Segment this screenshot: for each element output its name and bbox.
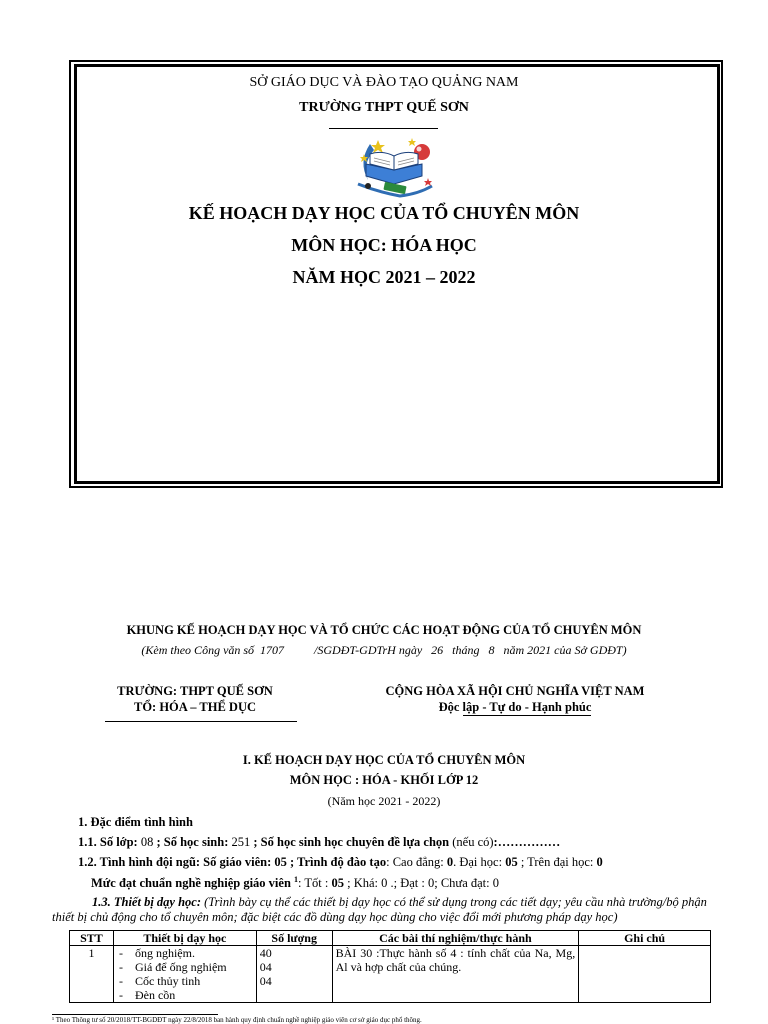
motto-underlined: lập - Tự do - Hạnh phúc [462, 700, 592, 714]
school-label: TRƯỜNG: THPT QUẾ SƠN [117, 684, 273, 698]
team-label: TỔ: HÓA – THỂ DỤC [133, 700, 256, 714]
quantity-value: 04 [259, 974, 272, 988]
training-text-postgrad: ; Trên đại học: [517, 855, 597, 869]
section-subject: MÔN HỌC : HÓA - KHỐI LỚP 12 [289, 773, 479, 787]
students-value: 251 [228, 835, 254, 849]
header-quantity: Số lượng [256, 931, 332, 946]
college-value: 0 [446, 855, 454, 869]
equipment-table [69, 930, 711, 1003]
row-equipment [113, 946, 256, 1003]
list-item: - Đèn cồn [117, 988, 253, 1002]
university-value: 05 [505, 855, 518, 869]
training-label: ; Trình độ đào tạo [286, 855, 387, 869]
cover-subject: MÔN HỌC: HÓA HỌC [291, 235, 477, 255]
open-book-logo-icon [348, 134, 440, 200]
elective-label: ; Số học sinh học chuyên đề lựa chọn [253, 835, 450, 849]
table-row [70, 946, 711, 1003]
cover-school-name: TRƯỜNG THPT QUẾ SƠN [299, 100, 469, 115]
situation-heading: 1. Đặc điểm tình hình [78, 815, 193, 829]
students-label: ; Số học sinh: [153, 835, 229, 849]
row-stt: 1 [70, 946, 114, 1003]
staff-label: 1.2. Tình hình đội ngũ: Số giáo viên: [78, 855, 275, 869]
training-text-college: : Cao đẳng: [386, 855, 447, 869]
postgrad-value: 0 [596, 855, 603, 869]
quantity-value: 04 [259, 960, 272, 974]
elective-note: (nếu có) [449, 835, 494, 849]
footnote-text: ¹ Theo Thông tư số 20/2018/TT-BGDĐT ngày 22/8/2018 ban hành quy định chuẩn nghề nghiệp giáo viên cơ sở giáo dục phổ thông. [52, 1016, 422, 1024]
equipment-label: 1.3. Thiết bị dạy học: [92, 895, 202, 909]
cover-school-year: NĂM HỌC 2021 – 2022 [292, 267, 476, 287]
frame-title: KHUNG KẾ HOẠCH DẠY HỌC VÀ TỔ CHỨC CÁC HOẠT ĐỘNG CỦA TỔ CHUYÊN MÔN [126, 623, 642, 637]
header-notes: Ghi chú [579, 931, 711, 946]
footnote-divider [52, 1014, 218, 1015]
standard-label: Mức đạt chuẩn nghề nghiệp giáo viên [91, 876, 295, 891]
staff-value: 05 [274, 855, 287, 869]
national-heading [360, 683, 670, 715]
list-item: - ống nghiệm. [117, 946, 253, 960]
section-title: I. KẾ HOẠCH DẠY HỌC CỦA TỔ CHUYÊN MÔN [242, 753, 526, 767]
footnote-ref: 1 [294, 875, 299, 884]
equipment-note: (Trình bày cụ thể các thiết bị dạy học có thể sử dụng trong các tiết dạy; yêu cầu nhà trường/bộ phận thiết bị chủ động cho tổ chuyên môn; đặc biệt các đồ dùng dạy học dùng cho việc đổi mới phương pháp dạy học) [52, 895, 707, 924]
header-experiments: Các bài thí nghiệm/thực hành [332, 931, 579, 946]
republic-title: CỘNG HÒA XÃ HỘI CHỦ NGHĨA VIỆT NAM [385, 684, 645, 698]
row-note [579, 946, 711, 1003]
row-experiment: BÀI 30 :Thực hành số 4 : tính chất của Na, Mg, Al và hợp chất của chúng. [332, 946, 579, 1003]
training-text-university: . Đại học: [453, 855, 506, 869]
motto-prefix: Độc [438, 700, 463, 714]
class-count-line [78, 835, 560, 850]
section-year: (Năm học 2021 - 2022) [327, 794, 441, 808]
list-item: - Giá để ống nghiệm [117, 960, 253, 974]
good-value: 05 [331, 876, 344, 891]
row-quantity [256, 946, 332, 1003]
header-stt: STT [70, 931, 114, 946]
quantity-value: 40 [259, 946, 272, 960]
school-heading-divider [105, 721, 297, 722]
list-item: - Cốc thủy tinh [117, 974, 253, 988]
classes-label: 1.1. Số lớp: [78, 835, 138, 849]
standard-text-good: : Tốt : [298, 876, 332, 891]
cover-school-divider [329, 128, 438, 129]
standard-line [91, 875, 499, 891]
header-equipment: Thiết bị dạy học [113, 931, 256, 946]
standard-text-rest: ; Khá: 0 .; Đạt : 0; Chưa đạt: 0 [343, 876, 500, 891]
cover-title: KẾ HOẠCH DẠY HỌC CỦA TỔ CHUYÊN MÔN [188, 203, 580, 223]
national-motto [360, 699, 670, 715]
cover-department: SỞ GIÁO DỤC VÀ ĐÀO TẠO QUẢNG NAM [249, 75, 519, 90]
school-team-heading [90, 683, 300, 715]
elective-value: :…………… [493, 835, 561, 849]
equipment-paragraph [52, 895, 722, 925]
frame-subtitle: (Kèm theo Công văn số 1707 /SGDĐT-GDTrH ngày 26 tháng 8 năm 2021 của Sở GDĐT) [141, 643, 627, 657]
classes-value: 08 [137, 835, 154, 849]
equipment-table-header [70, 931, 711, 946]
staff-line [78, 855, 603, 870]
